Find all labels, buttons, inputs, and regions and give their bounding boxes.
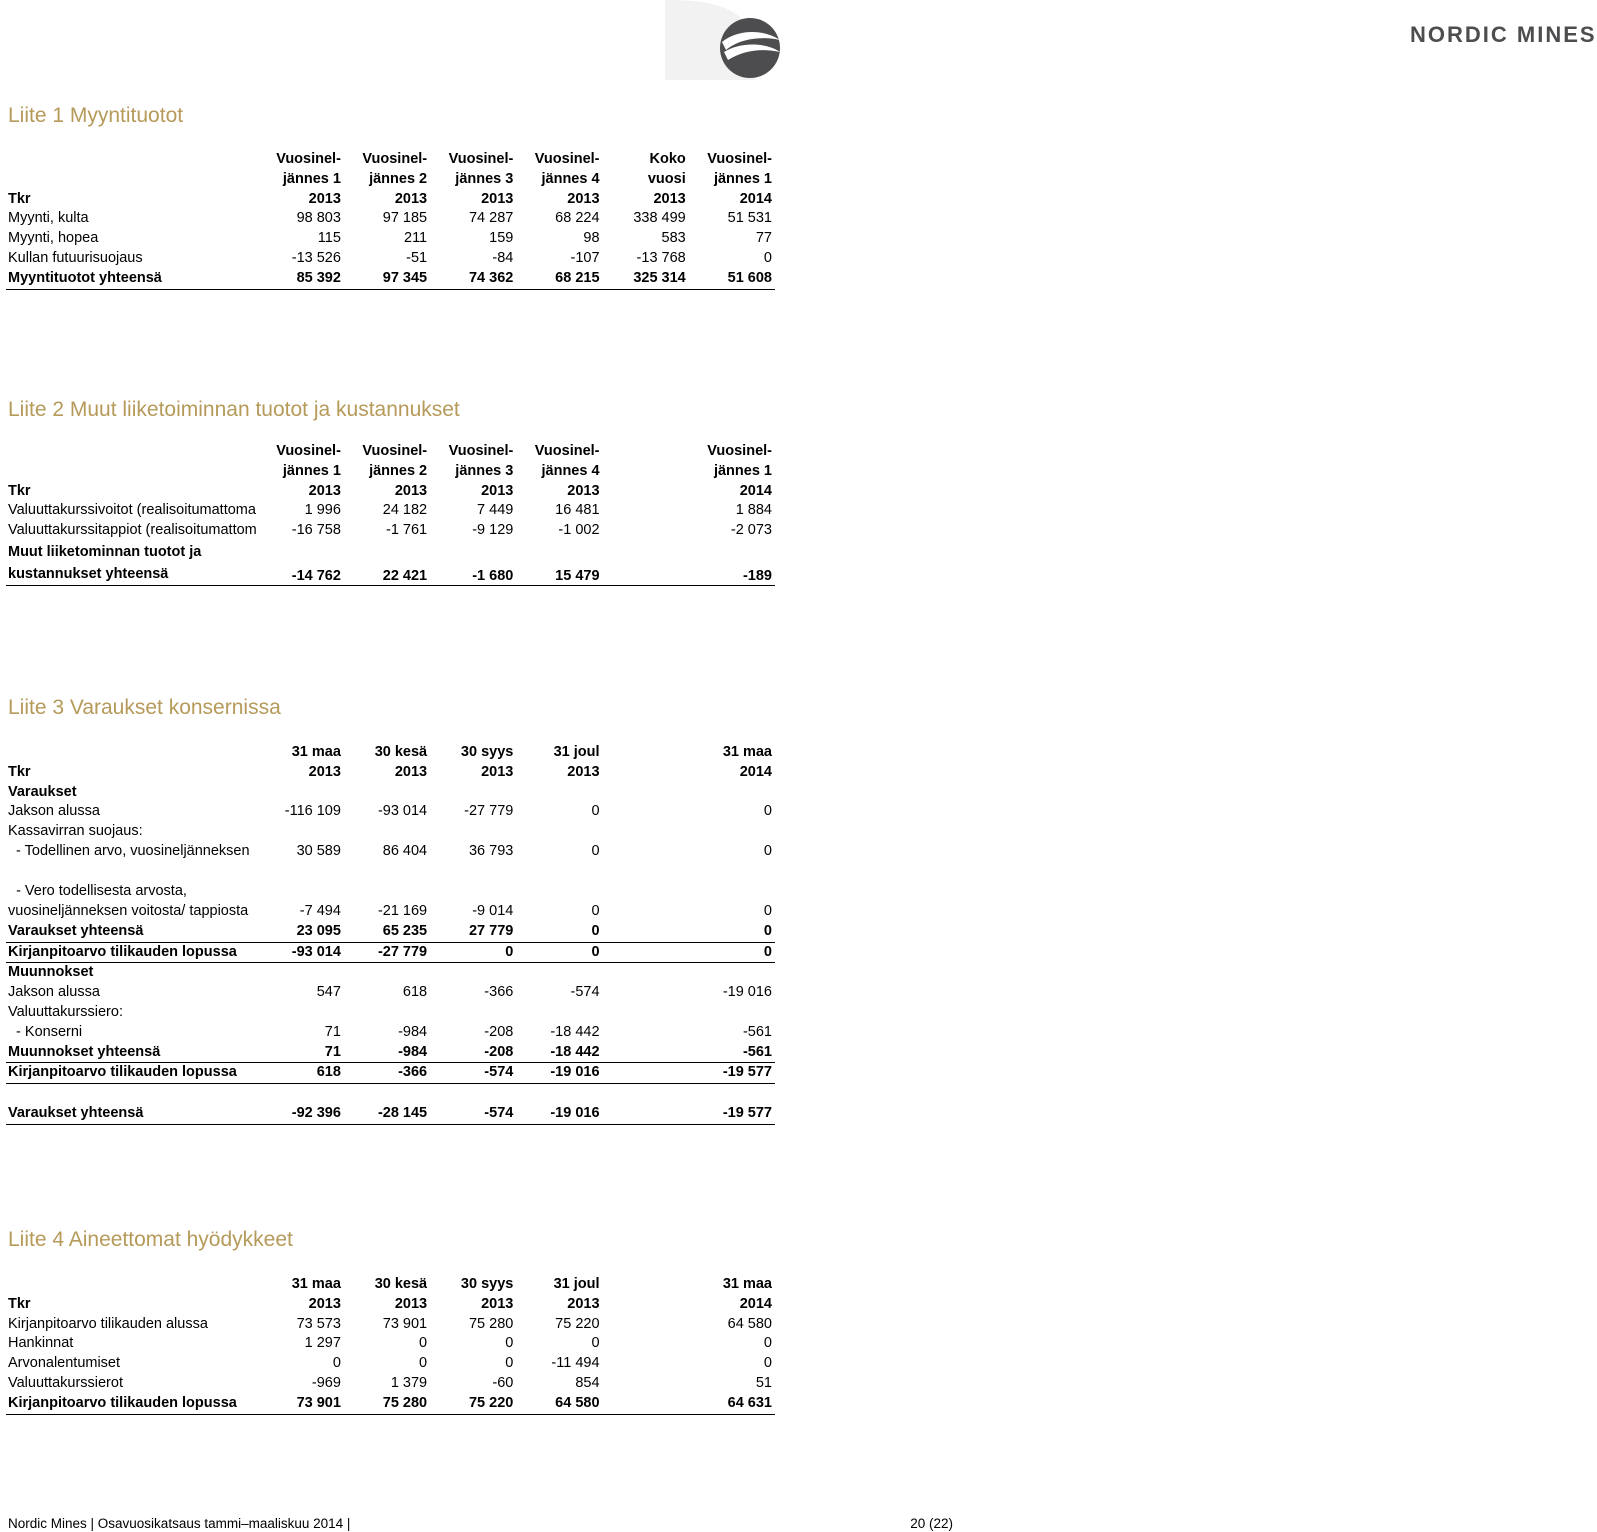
section-title: Liite 3 Varaukset konsernissa bbox=[8, 696, 281, 719]
table-spacer bbox=[6, 1084, 775, 1104]
table-total-row: Muut liiketominnan tuotot ja kustannukset yhteensä -14 762 22 421 -1 680 15 479 -189 bbox=[6, 541, 775, 586]
table-row: Valuuttakurssiero: bbox=[8, 1003, 123, 1020]
table-subtotal-row: Muunnokset yhteensä 71 -984 -208 -18 442 -561 bbox=[6, 1043, 775, 1063]
table-header-row: jännes 1 jännes 2 jännes 3 jännes 4 jännes 1 bbox=[282, 462, 772, 479]
table-row: Arvonalentumiset 0 0 0 -11 494 0 bbox=[8, 1355, 772, 1372]
table-header-row: Tkr 2013 2013 2013 2013 2014 bbox=[8, 482, 772, 499]
table-total-row: Kirjanpitoarvo tilikauden lopussa 73 901 75 280 75 220 64 580 64 631 bbox=[6, 1394, 775, 1414]
page-footer: Nordic Mines | Osavuosikatsaus tammi–maaliskuu 2014 | bbox=[8, 1516, 351, 1531]
table-row: Myynti, kulta 98 803 97 185 74 287 68 224 338 499 51 531 bbox=[8, 210, 772, 227]
table-section-label: Varaukset bbox=[8, 783, 77, 800]
company-logo bbox=[640, 0, 1597, 80]
section-title: Liite 4 Aineettomat hyödykkeet bbox=[8, 1228, 293, 1251]
table-header-row: 31 maa 30 kesä 30 syys 31 joul 31 maa bbox=[291, 1276, 772, 1292]
sales-table bbox=[6, 150, 775, 290]
table-header-row: Vuosinel- Vuosinel- Vuosinel- Vuosinel- Koko Vuosinel- bbox=[276, 151, 772, 167]
table-subtotal-row: Kirjanpitoarvo tilikauden lopussa -93 014 -27 779 0 0 0 bbox=[6, 942, 775, 963]
table-row: Myynti, hopea 115 211 159 98 583 77 bbox=[8, 230, 772, 247]
table-row: Valuuttakurssivoitot (realisoitumattoma 1 996 24 182 7 449 16 481 1 884 bbox=[8, 502, 772, 519]
table-section-label: Muunnokset bbox=[8, 964, 94, 981]
section-title: Liite 1 Myyntituotot bbox=[8, 104, 184, 127]
table-row: Hankinnat 1 297 0 0 0 0 bbox=[8, 1335, 772, 1352]
table-header-row: Tkr 2013 2013 2013 2013 2013 2014 bbox=[8, 190, 772, 207]
table-row: Kirjanpitoarvo tilikauden alussa 73 573 73 901 75 280 75 220 64 580 bbox=[8, 1315, 772, 1332]
table-row: - Konserni 71 -984 -208 -18 442 -561 bbox=[8, 1023, 772, 1040]
table-row: - Vero todellisesta arvosta, vuosineljänneksen voitosta/ tappiosta -7 494 -21 169 -9 014 0 0 bbox=[8, 883, 772, 919]
table-header-row: jännes 1 jännes 2 jännes 3 jännes 4 vuosi jännes 1 bbox=[282, 170, 772, 187]
table-total-row: Myyntituotot yhteensä 85 392 97 345 74 362 68 215 325 314 51 608 bbox=[6, 269, 775, 289]
table-header-row: Tkr 2013 2013 2013 2013 2014 bbox=[8, 763, 772, 780]
table-header-row: Tkr 2013 2013 2013 2013 2014 bbox=[8, 1295, 772, 1312]
table-total-row: Varaukset yhteensä -92 396 -28 145 -574 -19 016 -19 577 bbox=[6, 1104, 775, 1124]
table-header-row: Vuosinel- Vuosinel- Vuosinel- Vuosinel- Vuosinel- bbox=[276, 443, 772, 459]
table-row: Jakson alussa -116 109 -93 014 -27 779 0 0 bbox=[8, 803, 772, 820]
table-header-row: 31 maa 30 kesä 30 syys 31 joul 31 maa bbox=[291, 744, 772, 760]
intangibles-table bbox=[6, 1275, 775, 1415]
table-row: Kullan futuurisuojaus -13 526 -51 -84 -107 -13 768 0 bbox=[8, 249, 772, 266]
table-subtotal-row: Varaukset yhteensä 23 095 65 235 27 779 0 0 bbox=[6, 922, 775, 942]
table-row: Jakson alussa 547 618 -366 -574 -19 016 bbox=[8, 984, 772, 1001]
table-subtotal-row: Kirjanpitoarvo tilikauden lopussa 618 -366 -574 -19 016 -19 577 bbox=[6, 1063, 775, 1084]
provisions-table bbox=[6, 743, 775, 1125]
table-row: Valuuttakurssitappiot (realisoitumattom -16 758 -1 761 -9 129 -1 002 -2 073 bbox=[8, 522, 772, 539]
table-row: Valuuttakurssierot -969 1 379 -60 854 51 bbox=[8, 1374, 772, 1391]
section-title: Liite 2 Muut liiketoiminnan tuotot ja kustannukset bbox=[8, 398, 460, 421]
table-row: - Todellinen arvo, vuosineljänneksen 30 589 86 404 36 793 0 0 bbox=[8, 842, 772, 859]
table-row: Kassavirran suojaus: bbox=[8, 823, 143, 840]
page-number: 20 (22) bbox=[910, 1516, 953, 1531]
logo-wordmark: NORDIC MINES bbox=[1410, 22, 1597, 47]
logo-mark bbox=[640, 0, 960, 80]
other-income-table bbox=[6, 442, 775, 586]
